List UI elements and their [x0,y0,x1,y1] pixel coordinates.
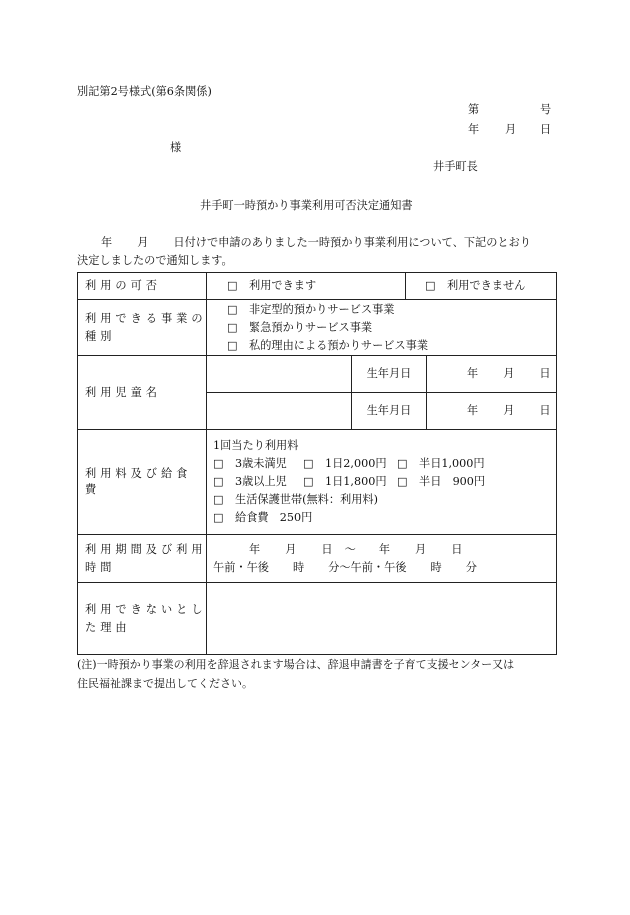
type-option-private[interactable]: □ 私的理由による預かりサービス事業 [227,337,556,355]
checkbox-icon[interactable]: □ [397,475,408,488]
dob-label-2: 生年月日 [352,393,427,430]
approval-options [207,273,557,300]
checkbox-icon[interactable]: □ [213,511,224,524]
row-approval [78,273,557,300]
date-year: 年 [468,123,480,136]
dob-label-1: 生年月日 [352,356,427,393]
note-line-2: 住民福祉課まで提出してください。 [77,677,253,690]
form-number: 別記第2号様式(第6条関係) [77,85,212,98]
intro-line-1: 年 月 日付けで申請のありました一時預かり事業利用について、下記のとおり [101,236,531,249]
fee-header: 1回当たり利用料 [213,439,299,452]
form-table [77,272,557,655]
period-dates: 年 月 日 ～ 年 月 日 [249,542,463,556]
business-type-label: 利用できる事業の 種別 [78,300,207,356]
approval-option-denied[interactable]: □ 利用できません [425,279,526,292]
document-title: 井手町一時預かり事業利用可否決定通知書 [200,199,413,212]
fee-row-under3: □ 3歳未満児 □ 1日2,000円 □ 半日1,000円 [213,455,556,473]
checkbox-icon[interactable]: □ [397,457,408,470]
checkbox-icon[interactable]: □ [303,475,314,488]
date-month: 月 [505,123,517,136]
fee-row-over3: □ 3歳以上児 □ 1日1,800円 □ 半日 900円 [213,473,556,491]
business-type-options [207,300,557,356]
approval-option-approved[interactable]: □ 利用できます [207,273,406,299]
dob-field-1[interactable]: 年 月 日 [427,356,557,393]
addressee-suffix: 様 [170,141,182,154]
row-child-1 [78,356,557,393]
checkbox-icon[interactable]: □ [213,493,224,506]
note-line-1: (注)一時預かり事業の利用を辞退されます場合は、辞退申請書を子育て支援センター又は [77,658,515,671]
period-field[interactable] [207,535,557,583]
reason-label: 利用できないとし た理由 [78,583,207,655]
fee-row-welfare: □ 生活保護世帯(無料：利用料) [213,491,556,509]
row-fees [78,430,557,535]
number-prefix: 第 [468,103,480,116]
fee-options [207,430,557,535]
period-times: 午前・午後 時 分～午前・午後 時 分 [213,560,477,574]
checkbox-icon[interactable]: □ [213,457,224,470]
type-option-emergency[interactable]: □ 緊急預かりサービス事業 [227,319,556,337]
row-period [78,535,557,583]
checkbox-icon: □ [227,302,238,316]
type-option-irregular[interactable]: □ 非定型的預かりサービス事業 [227,301,556,319]
checkbox-icon[interactable]: □ [303,457,314,470]
period-label: 利用期間及び利用 時間 [78,535,207,583]
approval-label: 利用の可否 [78,273,207,300]
child-name-label: 利用児童名 [78,356,207,430]
child-name-field-2[interactable] [207,393,352,430]
checkbox-icon[interactable]: □ [227,279,238,292]
checkbox-icon[interactable]: □ [425,279,436,292]
dob-field-2[interactable]: 年 月 日 [427,393,557,430]
intro-line-2: 決定しましたので通知します。 [77,254,233,267]
fee-label: 利用料及び給食費 [78,430,207,535]
child-name-field-1[interactable] [207,356,352,393]
row-business-type [78,300,557,356]
number-suffix: 号 [540,103,552,116]
checkbox-icon[interactable]: □ [213,475,224,488]
checkbox-icon: □ [227,338,238,352]
issuer: 井手町長 [433,160,478,173]
reason-field[interactable] [207,583,557,655]
row-reason [78,583,557,655]
date-day: 日 [540,123,552,136]
checkbox-icon: □ [227,320,238,334]
fee-row-meal: □ 給食費 250円 [213,509,556,527]
